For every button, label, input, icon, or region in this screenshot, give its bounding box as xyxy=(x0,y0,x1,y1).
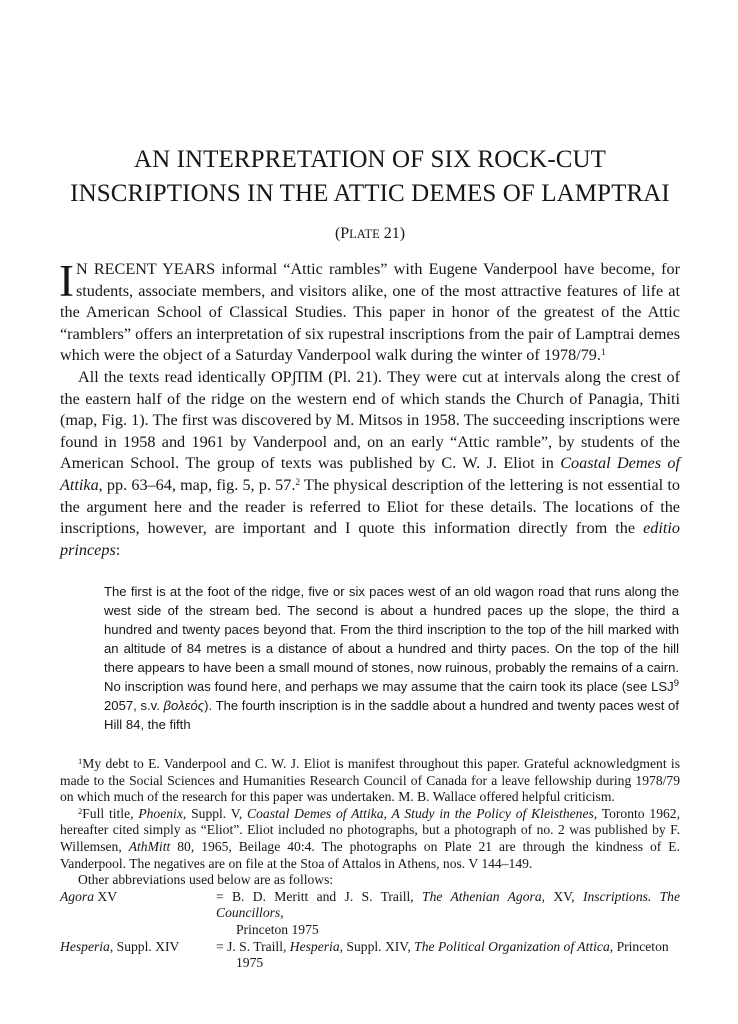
paragraph-2 xyxy=(60,367,680,561)
footnote-book-title: Coastal Demes of Attika, A Study in the Policy of Kleisthenes xyxy=(247,805,594,821)
abbreviation-value-b: , XV, xyxy=(541,888,583,904)
abbreviation-value xyxy=(216,889,680,939)
abbreviation-row xyxy=(60,939,680,972)
article-title-line-2: INSCRIPTIONS IN THE ATTIC DEMES OF LAMPTRAI xyxy=(70,180,670,207)
footnote-2-mark: 2 xyxy=(78,805,83,816)
footnote-2-text-d: 80, 1965, Beilage 40:4. The photographs on Plate 21 are through the kindness of E. Vanderpool. The negatives are on file at the Stoa of Attalos in Athens, nos. V 144–149. xyxy=(60,838,680,871)
plate-reference xyxy=(60,224,680,244)
paragraph-2-text-b: , pp. 63–64, map, fig. 5, p. 57. xyxy=(98,475,296,494)
plate-open: (P xyxy=(334,225,350,242)
paragraph-1-text: informal “Attic rambles” with Eugene Vanderpool have become, for students, associate members, and visitors alike, one of the most attractive features of life at the American School of Classical Studies. This paper in honor of the greatest of the Attic “ramblers” offers an interpretation of six rupestral inscriptions from the pair of Lamptrai demes which were the object of a Saturday Vanderpool walk during the winter of 1978/79. xyxy=(60,260,680,365)
abbreviation-value-c: , xyxy=(280,905,284,921)
editio-princeps: editio princeps xyxy=(60,519,680,559)
abbreviation-value-b: , Suppl. XIV, xyxy=(339,938,415,954)
drop-cap: I xyxy=(59,256,74,306)
lsj-superscript: 9 xyxy=(673,678,679,689)
abbreviation-value-a: = B. D. Meritt and J. S. Traill, xyxy=(216,888,423,904)
abbreviation-value-italic-2: Inscriptions. The Councillors xyxy=(216,888,681,921)
abbreviation-value xyxy=(216,939,680,972)
abbreviation-key-italic: Hesperia xyxy=(60,938,110,954)
article-title-line-1: AN INTERPRETATION OF SIX ROCK-CUT xyxy=(133,146,607,173)
journal-phoenix: Phoenix xyxy=(138,805,183,821)
paragraph-1 xyxy=(59,256,680,367)
lead-in: N RECENT YEARS xyxy=(76,260,216,278)
journal-athmitt: AthMitt xyxy=(128,838,171,854)
paragraph-2-text-c: The physical description of the lettering is not essential to the argument here and the reader is referred to Eliot for these details. The locations of the inscriptions, however, are important and I quote this information directly from the xyxy=(60,475,680,538)
plate-close: 21) xyxy=(379,225,406,242)
quote-text xyxy=(104,582,679,734)
greek-word: βολεός xyxy=(163,698,205,713)
quote-text-b: 2057, s.v. xyxy=(104,698,164,713)
abbreviation-key xyxy=(60,939,216,972)
paragraph-2-text-a: All the texts read identically ΟΡʃΠΜ (Pl. 21). They were cut at intervals along the crest of the eastern half of the ridge on the western end of which stands the Church of Panagia, Thiti (map, Fig. 1). The first was discovered by M. Mitsos in 1958. The succeeding inscriptions were found in 1958 and 1961 by Vanderpool and, on an early “Attic ramble”, by students of the American School. The group of texts was published by C. W. J. Eliot in xyxy=(60,367,680,473)
quote-text-a: The first is at the foot of the ridge, five or six paces west of an old wagon road that runs along the west side of the stream bed. The second is about a hundred paces up the slope, the third a hundred and twenty paces beyond that. From the third inscription to the top of the hill marked with an altitude of 84 metres is a distance of about a hundred and thirty paces. On the top of the hill there appears to have been a small mound of stones, now ruinous, probably the remains of a cairn. No inscription was found here, and perhaps we may assume that the cairn took its place (see LSJ xyxy=(104,584,679,694)
footnote-1 xyxy=(60,756,680,806)
abbreviation-value-c: , Princeton xyxy=(609,938,669,954)
abbreviation-value-a: = J. S. Traill, xyxy=(216,938,290,954)
abbreviation-key-rest: , Suppl. XIV xyxy=(109,938,180,954)
paragraph-2-text-d: : xyxy=(115,540,121,559)
abbreviation-value-continuation: 1975 xyxy=(236,955,264,971)
abbreviation-key xyxy=(60,889,216,939)
footnote-2-text-a: Full title, xyxy=(82,805,139,821)
footnote-1-mark: 1 xyxy=(78,756,83,766)
body-text xyxy=(59,256,681,561)
abbreviation-value-italic-2: The Political Organization of Attica xyxy=(414,938,610,954)
book-title: Coastal Demes of Attika xyxy=(60,454,681,494)
abbreviation-value-italic: Hesperia xyxy=(289,938,340,954)
footnote-ref-1[interactable]: 1 xyxy=(600,348,606,359)
footnote-2-text-c: , Toronto 1962, hereafter cited simply as “Eliot”. Eliot included no photographs, but a photograph of no. 2 was published by F. Willemsen, xyxy=(60,805,680,854)
block-quote xyxy=(104,582,679,734)
abbreviation-row xyxy=(60,889,680,939)
footnotes xyxy=(60,756,680,972)
abbreviations-intro: Other abbreviations used below are as follows: xyxy=(78,872,334,888)
abbreviation-key-italic: Agora xyxy=(60,888,94,904)
footnote-2-text-b: , Suppl. V, xyxy=(182,805,248,821)
footnote-2 xyxy=(60,806,680,872)
plate-smallcaps: LATE xyxy=(349,227,380,241)
abbreviation-value-italic: The Athenian Agora xyxy=(422,888,542,904)
abbreviation-key-rest: XV xyxy=(93,888,118,904)
footnote-ref-2[interactable]: 2 xyxy=(295,477,301,488)
footnote-1-text: My debt to E. Vanderpool and C. W. J. Eliot is manifest throughout this paper. Grateful acknowledgment is made to the Social Sciences and Humanities Research Council of Canada for a leave fellowship during 1978/79 on which much of the research for this paper was undertaken. M. B. Wallace offered helpful criticism. xyxy=(60,756,680,805)
quote-text-c: ). The fourth inscription is in the saddle about a hundred and twenty paces west of Hill 84, the fifth xyxy=(104,698,679,732)
abbreviation-value-continuation: Princeton 1975 xyxy=(236,921,319,937)
